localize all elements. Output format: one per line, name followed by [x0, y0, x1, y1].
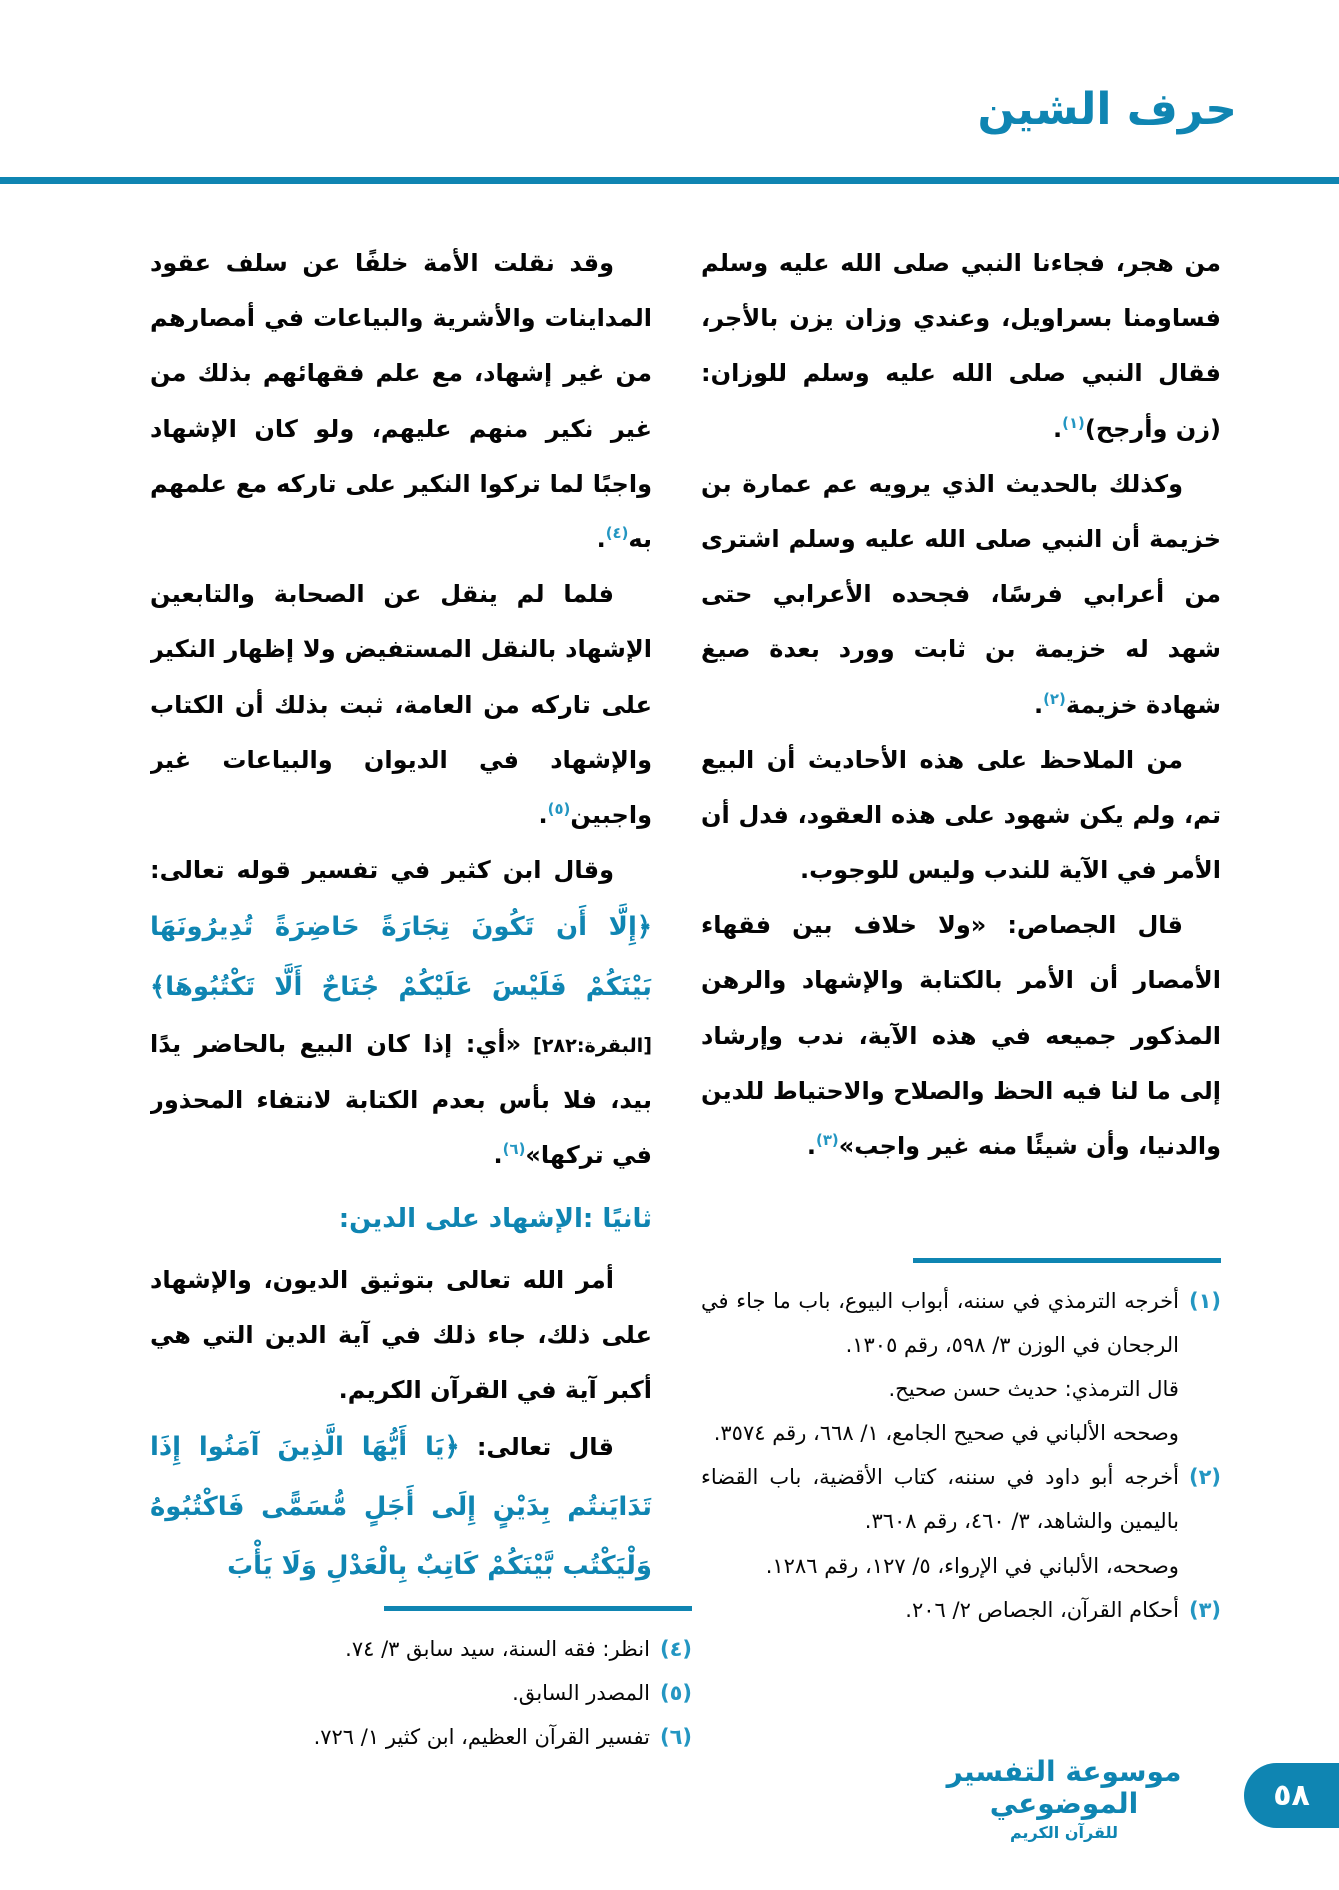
page-number-badge	[1244, 1763, 1339, 1828]
paragraph-with-verse	[150, 1418, 652, 1597]
paragraph-text: وكذلك بالحديث الذي يرويه عم عمارة بن خزيمة أن النبي صلى الله عليه وسلم اشترى من أعرابي فرسًا، فجحده الأعرابي حتى شهد له خزيمة بن ثابت وورد بعدة صيغ شهادة خزيمة	[701, 469, 1221, 719]
paragraph-text: وقال ابن كثير في تفسير قوله تعالى:	[150, 856, 614, 885]
footnote-number: (٢)	[1188, 1465, 1221, 1490]
logo-subtitle: للقرآن الكريم	[1009, 1823, 1119, 1843]
quran-verse-baqarah-282: ﴿إِلَّا أَن تَكُونَ تِجَارَةً حَاضِرَةً تُدِيرُونَهَا بَيْنَكُمْ فَلَيْسَ عَلَيْكُمْ جُنَاحٌ أَلَّا تَكْتُبُوهَا﴾	[150, 912, 652, 1002]
footnote-line: وصححه، الألباني في الإرواء، ٥/ ١٢٧، رقم ١٢٨٦.	[765, 1553, 1179, 1578]
footnote-number: (١)	[1188, 1289, 1221, 1313]
paragraph	[701, 457, 1221, 733]
paragraph	[701, 236, 1221, 457]
footnotes-right	[701, 1258, 1221, 1632]
paragraph-tail: .	[538, 800, 548, 829]
book-logo-calligraphy	[939, 1756, 1189, 1843]
paragraph-text: وقد نقلت الأمة خلفًا عن سلف عقود المداينات والأشرية والبياعات في أمصارهم من غير إشهاد، مع علم فقهائهم بذلك من غير نكير منهم عليهم، ولو كان الإشهاد واجبًا لما تركوا النكير على تاركه مع علمهم به	[150, 249, 652, 553]
paragraph-tail: .	[1033, 690, 1044, 719]
footnote-number: (٤)	[659, 1637, 692, 1661]
footnote-text	[701, 1455, 1179, 1587]
footnote-line: انظر: فقه السنة، سيد سابق ٣/ ٧٤.	[345, 1637, 650, 1661]
footnote-text	[701, 1588, 1179, 1632]
section-heading: ثانيًا :الإشهاد على الدين:	[338, 1204, 652, 1235]
footnote-2	[701, 1455, 1221, 1587]
footnote-number: (٣)	[1188, 1597, 1221, 1622]
footnote-separator-rule	[913, 1258, 1221, 1263]
footnotes-left	[200, 1606, 692, 1759]
paragraph	[150, 236, 652, 567]
footnote-ref-6: (٦)	[502, 1139, 526, 1158]
paragraph	[701, 898, 1221, 1174]
page-number: ٥٨	[1273, 1778, 1310, 1813]
footnote-ref-4: (٤)	[605, 523, 629, 542]
footnote-number: (٦)	[659, 1725, 692, 1750]
footnote-separator-rule	[384, 1606, 692, 1611]
footnote-line: أحكام القرآن، الجصاص ٢/ ٢٠٦.	[905, 1597, 1179, 1622]
paragraph-with-verse	[150, 843, 652, 1183]
footnote-line: قال الترمذي: حديث حسن صحيح.	[888, 1377, 1179, 1402]
paragraph-tail: .	[493, 1140, 503, 1169]
chapter-title: حرف الشين	[977, 84, 1237, 135]
paragraph-text: فلما لم ينقل عن الصحابة والتابعين الإشهاد بالنقل المستفيض ولا إظهار النكير على تاركه من العامة، ثبت بذلك أن الكتاب والإشهاد في الديوان والبياعات غير واجبين	[150, 580, 652, 829]
logo-title: موسوعة التفسير الموضوعي	[946, 1755, 1182, 1821]
paragraph-text: من هجر، فجاءنا النبي صلى الله عليه وسلم فساومنا بسراويل، وعندي وزان يزن بالأجر، فقال النبي صلى الله عليه وسلم للوزان: (زن وأرجح)	[701, 249, 1221, 443]
footnote-text	[200, 1627, 650, 1671]
footnote-1	[701, 1279, 1221, 1455]
paragraph-text: من الملاحظ على هذه الأحاديث أن البيع تم، ولم يكن شهود على هذه العقود، فدل أن الأمر في الآية للندب وليس للوجوب.	[701, 745, 1221, 885]
paragraph-text: أمر الله تعالى بتوثيق الديون، والإشهاد على ذلك، جاء ذلك في آية الدين التي هي أكبر آية في القرآن الكريم.	[150, 1265, 652, 1404]
footnote-line: تفسير القرآن العظيم، ابن كثير ١/ ٧٢٦.	[313, 1725, 650, 1750]
footnote-3	[701, 1588, 1221, 1632]
left-column	[150, 236, 652, 1604]
paragraph-text: «أي: إذا كان البيع بالحاضر يدًا بيد، فلا بأس بعدم الكتابة لانتفاء المحذور في تركها»	[150, 1030, 652, 1169]
paragraph	[701, 733, 1221, 899]
footnote-ref-5: (٥)	[547, 799, 571, 818]
paragraph-tail: .	[1053, 414, 1063, 443]
paragraph-text: قال تعالى:	[459, 1433, 614, 1462]
paragraph	[150, 567, 652, 843]
footnote-ref-2: (٢)	[1043, 689, 1066, 708]
footnote-5	[200, 1671, 692, 1715]
footnote-text	[200, 1715, 650, 1759]
header-divider-rule	[0, 177, 1339, 184]
footnote-6	[200, 1715, 692, 1759]
quran-verse-debt-ayah: ﴿يَا أَيُّهَا الَّذِينَ آمَنُوا إِذَا تَدَايَنتُم بِدَيْنٍ إِلَى أَجَلٍ مُّسَمًّى فَاكْتُبُوهُ وَلْيَكْتُب بَّيْنَكُمْ كَاتِبٌ بِالْعَدْلِ وَلَا يَأْبَ	[150, 1432, 652, 1582]
footnote-line: المصدر السابق.	[512, 1681, 650, 1706]
footnote-4	[200, 1627, 692, 1671]
paragraph	[150, 1253, 652, 1419]
footnote-text	[200, 1671, 650, 1715]
footnote-ref-3: (٣)	[816, 1131, 839, 1149]
footnote-ref-1: (١)	[1062, 413, 1085, 432]
verse-citation: [البقرة:٢٨٢]	[521, 1034, 652, 1058]
footnote-line: وصححه الألباني في صحيح الجامع، ١/ ٦٦٨، رقم ٣٥٧٤.	[713, 1421, 1179, 1446]
paragraph-tail: .	[806, 1132, 817, 1160]
right-column	[701, 236, 1221, 1256]
paragraph-text: قال الجصاص: «ولا خلاف بين فقهاء الأمصار أن الأمر بالكتابة والإشهاد والرهن المذكور جميعه في هذه الآية، ندب وإرشاد إلى ما لنا فيه الحظ والصلاح والاحتياط للدين والدنيا، وأن شيئًا منه غير واجب»	[701, 911, 1221, 1160]
paragraph-tail: .	[596, 524, 606, 553]
footnote-text	[701, 1279, 1179, 1455]
footnote-line: أخرجه أبو داود في سننه، كتاب الأقضية، باب القضاء باليمين والشاهد، ٣/ ٤٦٠، رقم ٣٦٠٨.	[701, 1465, 1179, 1534]
footnote-number: (٥)	[659, 1681, 692, 1706]
footnote-line: أخرجه الترمذي في سننه، أبواب البيوع، باب ما جاء في الرجحان في الوزن ٣/ ٥٩٨، رقم ١٣٠٥.	[701, 1289, 1179, 1358]
